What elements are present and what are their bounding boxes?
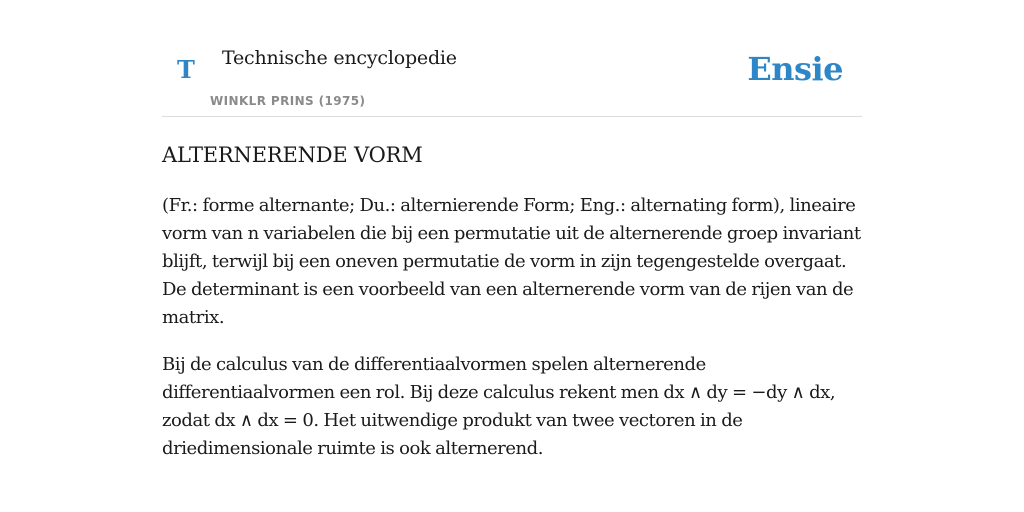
article-paragraph-definition: (Fr.: forme alternante; Du.: alternierende Form; Eng.: alternating form), lineaire vorm van n variabelen die bij een permutatie uit de alternerende groep invariant blijft, terwijl bij een oneven permutatie de vorm in zijn tegengestelde overgaat. De determinant is een voorbeeld van een alternerende vorm van de rijen van de matrix.	[162, 195, 861, 328]
article-title: ALTERNERENDE VORM	[162, 143, 423, 167]
encyclopedia-title-link[interactable]: Technische encyclopedie	[222, 47, 457, 69]
ensie-logo[interactable]: Ensie	[747, 50, 843, 88]
category-icon[interactable]: T	[177, 55, 195, 84]
article	[162, 138, 862, 463]
article-paragraph-calculus: Bij de calculus van de differentiaalvormen spelen alternerende differentiaalvormen een rol. Bij deze calculus rekent men dx ∧ dy = −dy ∧ dx, zodat dx ∧ dx = 0. Het uitwendige produkt van twee vectoren in de driedimensionale ruimte is ook alternerend.	[162, 354, 836, 459]
source-label: WINKLR PRINS (1975)	[210, 94, 366, 108]
site-header	[162, 0, 862, 117]
